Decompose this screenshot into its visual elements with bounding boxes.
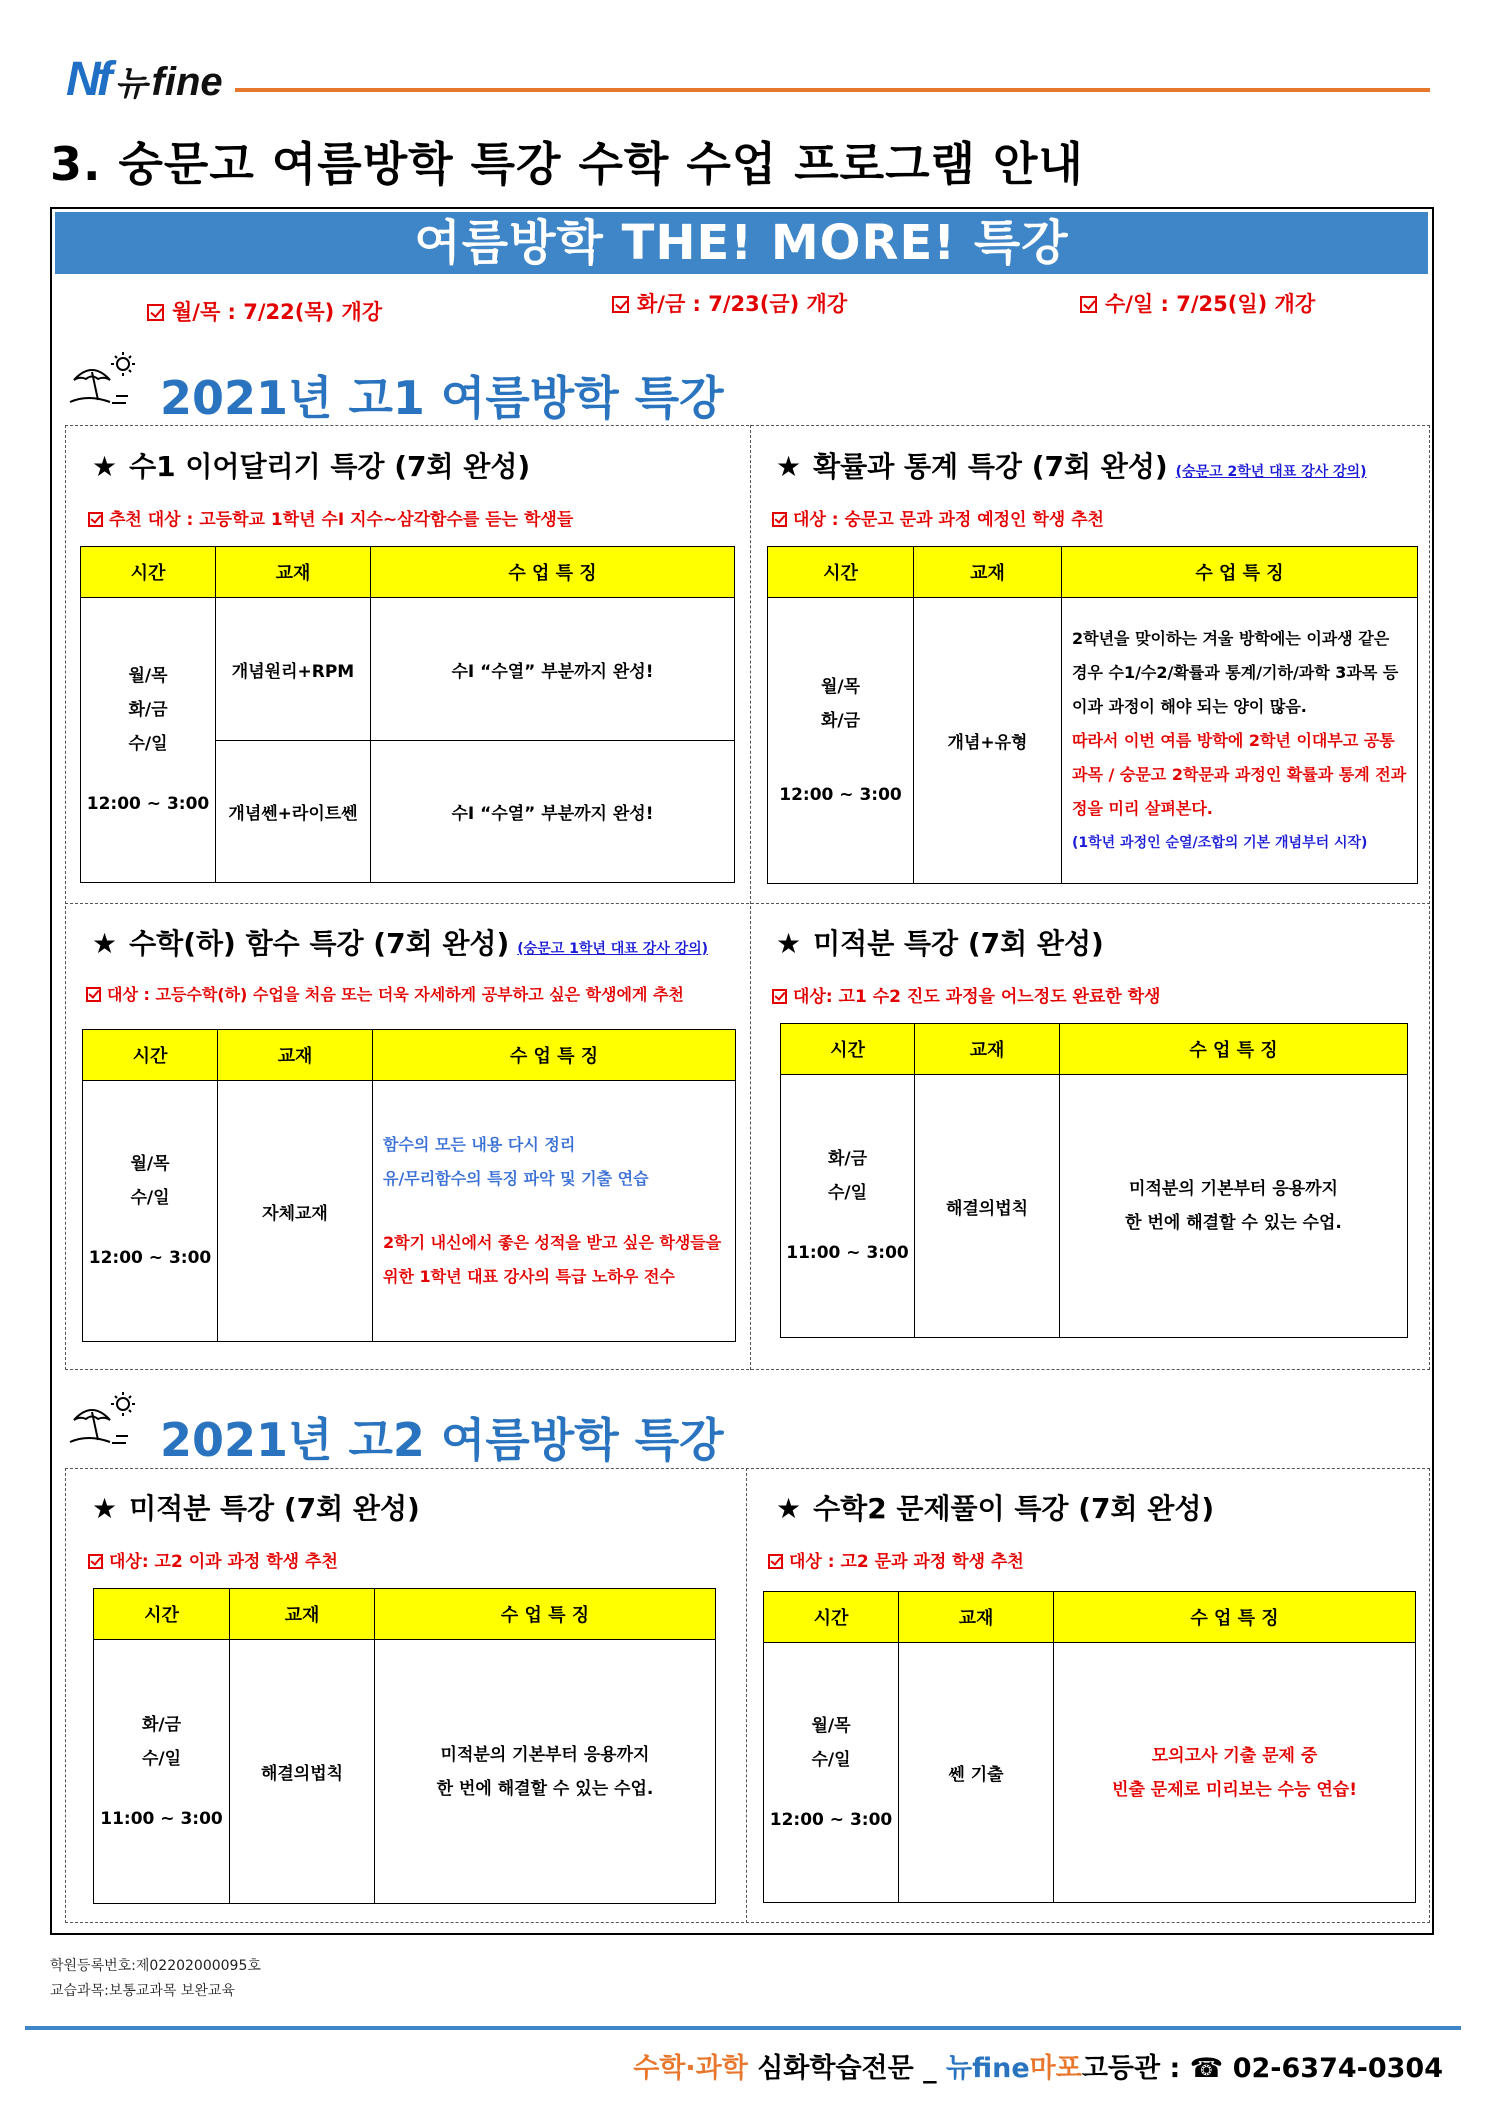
course-target: 대상 : 고등수학(하) 수업을 처음 또는 더욱 자세하게 공부하고 싶은 학생에게 추천: [86, 982, 684, 1005]
book-cell: 해결의법칙: [230, 1640, 375, 1904]
feature-cell: [1060, 1075, 1408, 1338]
feature-text-highlight: 따라서 이번 여름 방학에 2학년 이대부고 공통과목 / 숭문고 2학문과 과정인 확률과 통계 전과정을 미리 살펴본다.: [1072, 730, 1407, 818]
checkbox-icon: [772, 989, 787, 1004]
col-header-feature: 수 업 특 징: [1062, 547, 1418, 598]
col-header-book: 교재: [216, 547, 371, 598]
col-header-feature: 수 업 특 징: [371, 547, 735, 598]
feature-text: 미적분의 기본부터 응용까지: [1129, 1179, 1338, 1199]
footer-divider: [25, 2026, 1461, 2030]
open-date-wed-sun: 수/일 : 7/25(일) 개강: [1080, 288, 1315, 318]
checkbox-icon: [88, 512, 103, 527]
col-header-book: 교재: [899, 1592, 1054, 1643]
banner-title: 여름방학 THE! MORE! 특강: [55, 212, 1428, 274]
feature-text-note: (1학년 과정인 순열/조합의 기본 개념부터 시작): [1072, 834, 1368, 851]
open-date-tue-fri: 화/금 : 7/23(금) 개강: [612, 288, 847, 318]
col-header-time: 시간: [81, 547, 216, 598]
logo: [66, 52, 223, 107]
course-target: 대상: 고1 수2 진도 과정을 어느정도 완료한 학생: [772, 982, 1160, 1007]
logo-mark: Nf: [66, 53, 109, 106]
book-cell: 개념원리+RPM: [216, 598, 371, 741]
checkbox-icon: [612, 296, 629, 313]
col-header-feature: 수 업 특 징: [1060, 1024, 1408, 1075]
course-title: ★ 수학2 문제풀이 특강 (7회 완성): [776, 1492, 1215, 1525]
schedule-cell: 월/목 화/금 12:00 ~ 3:00: [768, 598, 914, 884]
feature-text-highlight: 2학기 내신에서 좋은 성적을 받고 싶은 학생들을 위한 1학년 대표 강사의 특급 노하우 전수: [383, 1233, 722, 1286]
logo-english: fine: [151, 60, 223, 104]
schedule-cell: 월/목 수/일 12:00 ~ 3:00: [764, 1643, 899, 1903]
col-header-time: 시간: [83, 1030, 218, 1081]
time-range: 12:00 ~ 3:00: [779, 784, 902, 805]
course-target: 대상: 고2 이과 과정 학생 추천: [88, 1547, 338, 1572]
col-header-feature: 수 업 특 징: [1054, 1592, 1416, 1643]
beach-umbrella-icon: [68, 1390, 140, 1450]
col-header-time: 시간: [764, 1592, 899, 1643]
feature-cell: 수Ⅰ “수열” 부분까지 완성!: [371, 741, 735, 883]
course-title: ★ 미적분 특강 (7회 완성): [92, 1492, 420, 1525]
star-icon: ★: [92, 927, 118, 960]
col-header-time: 시간: [768, 547, 914, 598]
star-icon: ★: [776, 927, 802, 960]
feature-cell: [1062, 598, 1418, 884]
col-header-time: 시간: [781, 1024, 915, 1075]
footer-academy-location: 마포: [1029, 2053, 1082, 2084]
star-icon: ★: [776, 1492, 802, 1525]
footer-contact: [633, 2046, 1443, 2085]
feature-text: 모의고사 기출 문제 중: [1151, 1745, 1318, 1766]
course-title: ★ 확률과 통계 특강 (7회 완성) (숭문고 2학년 대표 강사 강의): [776, 450, 1367, 483]
checkbox-icon: [147, 304, 164, 321]
footer-phone: 02-6374-0304: [1223, 2053, 1443, 2084]
course-target: 대상 : 숭문고 문과 과정 예정인 학생 추천: [772, 505, 1104, 530]
feature-text: 함수의 모든 내용 다시 정리: [383, 1135, 576, 1154]
grid-divider-vertical: [746, 1468, 747, 1923]
header-divider: [235, 88, 1430, 92]
checkbox-icon: [88, 1554, 103, 1569]
col-header-book: 교재: [218, 1030, 373, 1081]
book-cell: 해결의법칙: [915, 1075, 1060, 1338]
checkbox-icon: [768, 1554, 783, 1569]
col-header-feature: 수 업 특 징: [373, 1030, 736, 1081]
schedule-cell: 월/목 화/금 수/일 12:00 ~ 3:00: [81, 598, 216, 883]
feature-cell: [375, 1640, 716, 1904]
course-table: [767, 546, 1418, 884]
footer-subjects: 수학·과학: [633, 2053, 748, 2084]
star-icon: ★: [776, 450, 802, 483]
course-table: [780, 1023, 1408, 1338]
subject-info: 교습과목:보통교과목 보완교육: [50, 1983, 235, 1999]
time-range: 12:00 ~ 3:00: [86, 794, 210, 814]
feature-text: 미적분의 기본부터 응용까지: [440, 1744, 650, 1765]
feature-text: 한 번에 해결할 수 있는 수업.: [436, 1778, 654, 1799]
registration-number: 학원등록번호:제02202000095호: [50, 1958, 261, 1974]
schedule-cell: 월/목 수/일 12:00 ~ 3:00: [83, 1081, 218, 1342]
col-header-book: 교재: [230, 1589, 375, 1640]
feature-cell: [1054, 1643, 1416, 1903]
grid-divider-vertical: [750, 425, 751, 1370]
schedule-cell: 화/금 수/일 11:00 ~ 3:00: [94, 1640, 230, 1904]
instructor-note: (숭문고 1학년 대표 강사 강의): [517, 941, 709, 957]
feature-cell: [373, 1081, 736, 1342]
book-cell: 개념+유형: [914, 598, 1062, 884]
course-title: ★ 수학(하) 함수 특강 (7회 완성) (숭문고 1학년 대표 강사 강의): [92, 927, 709, 960]
footer-academy-branch: 고등관 :: [1081, 2053, 1190, 2084]
col-header-feature: 수 업 특 징: [375, 1589, 716, 1640]
feature-text: 2학년을 맞이하는 겨울 방학에는 이과생 같은 경우 수1/수2/확률과 통계/기하/과학 3과목 등 이과 과정이 해야 되는 양이 많음.: [1072, 628, 1399, 716]
book-cell: 쎈 기출: [899, 1643, 1054, 1903]
course-table: [93, 1588, 716, 1904]
star-icon: ★: [92, 450, 118, 483]
feature-text: 유/무리함수의 특징 파악 및 기출 연습: [383, 1169, 649, 1188]
feature-text: 한 번에 해결할 수 있는 수업.: [1125, 1213, 1342, 1233]
open-date-mon-thu: 월/목 : 7/22(목) 개강: [147, 296, 382, 326]
feature-text: 빈출 문제로 미리보는 수능 연습!: [1112, 1779, 1357, 1800]
page-title: 3. 숭문고 여름방학 특강 수학 수업 프로그램 안내: [50, 137, 1084, 191]
checkbox-icon: [86, 987, 101, 1002]
course-table: [763, 1591, 1416, 1903]
grade1-section-title: 2021년 고1 여름방학 특강: [160, 371, 724, 425]
schedule-cell: 화/금 수/일 11:00 ~ 3:00: [781, 1075, 915, 1338]
col-header-book: 교재: [915, 1024, 1060, 1075]
course-target: 대상 : 고2 문과 과정 학생 추천: [768, 1547, 1024, 1572]
grid-divider-horizontal: [65, 903, 1430, 904]
feature-cell: 수Ⅰ “수열” 부분까지 완성!: [371, 598, 735, 741]
beach-umbrella-icon: [68, 350, 140, 410]
col-header-book: 교재: [914, 547, 1062, 598]
checkbox-icon: [772, 512, 787, 527]
logo-korean: 뉴: [114, 65, 148, 103]
grade2-section-title: 2021년 고2 여름방학 특강: [160, 1413, 724, 1467]
course-table: [80, 546, 735, 883]
time-range: 12:00 ~ 3:00: [88, 1248, 212, 1268]
book-cell: 개념쎈+라이트쎈: [216, 741, 371, 883]
phone-icon: ☎: [1189, 2053, 1224, 2084]
course-table: [82, 1029, 736, 1342]
instructor-note: (숭문고 2학년 대표 강사 강의): [1175, 464, 1367, 480]
book-cell: 자체교재: [218, 1081, 373, 1342]
course-title: ★ 미적분 특강 (7회 완성): [776, 927, 1104, 960]
time-range: 11:00 ~ 3:00: [786, 1243, 909, 1263]
course-title: ★ 수1 이어달리기 특강 (7회 완성): [92, 450, 531, 483]
star-icon: ★: [92, 1492, 118, 1525]
footer-tagline: 심화학습전문 _: [747, 2053, 947, 2084]
col-header-time: 시간: [94, 1589, 230, 1640]
course-target: 추천 대상 : 고등학교 1학년 수Ⅰ 지수~삼각함수를 듣는 학생들: [88, 505, 573, 530]
time-range: 12:00 ~ 3:00: [769, 1809, 893, 1830]
footer-academy-brand: 뉴fine: [946, 2053, 1030, 2084]
checkbox-icon: [1080, 296, 1097, 313]
time-range: 11:00 ~ 3:00: [100, 1808, 223, 1829]
